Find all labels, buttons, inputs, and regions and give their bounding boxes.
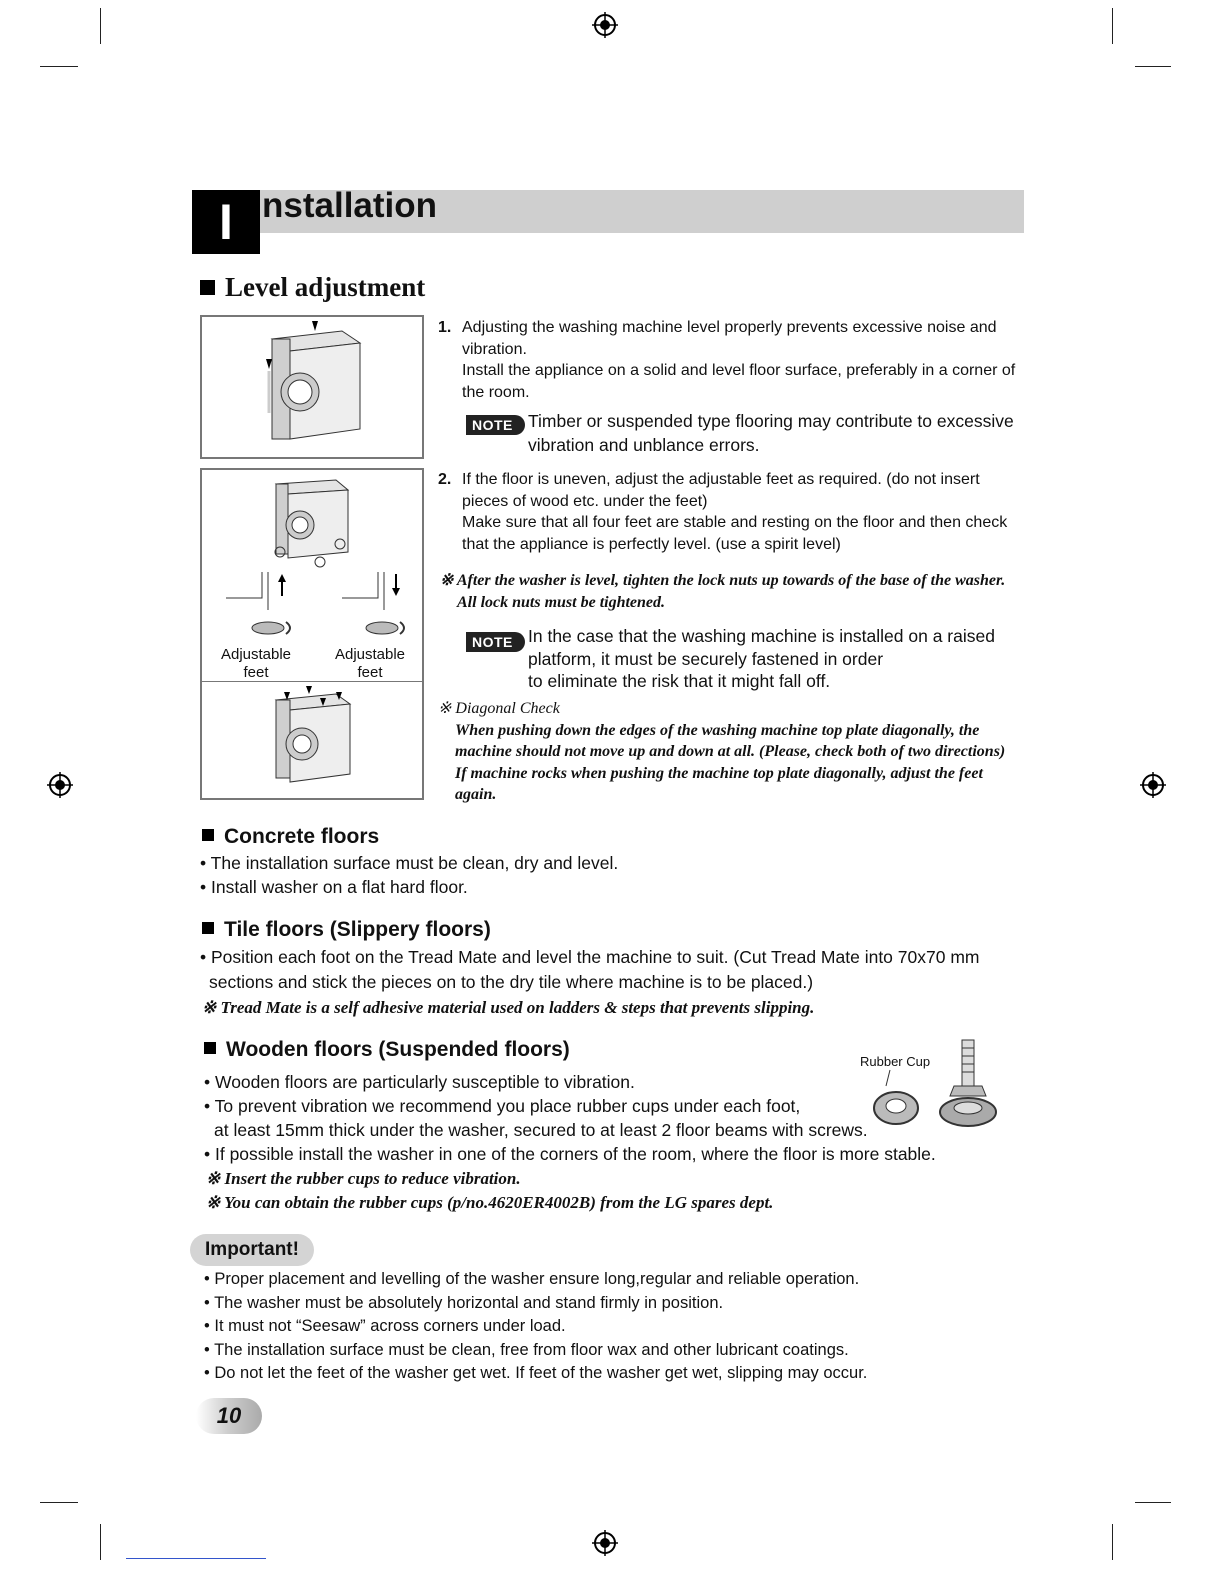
wooden-floors-text xyxy=(204,1070,1024,1166)
list-item: • Install washer on a flat hard floor. xyxy=(200,877,468,897)
crop-mark xyxy=(100,8,101,44)
note-text xyxy=(528,625,1028,693)
registration-mark-icon xyxy=(1140,772,1166,798)
registration-mark-icon xyxy=(47,772,73,798)
figure-caption xyxy=(216,646,296,682)
list-item: • The washer must be absolutely horizontal and stand firmly in position. xyxy=(204,1293,724,1312)
figure-caption xyxy=(330,646,410,682)
section-title xyxy=(200,272,425,303)
bullet-square-icon xyxy=(202,829,214,841)
page-number: 10 xyxy=(196,1398,262,1434)
bullet-square-icon xyxy=(200,280,215,295)
section-title-text: Level adjustment xyxy=(225,272,426,302)
registration-mark-icon xyxy=(592,1530,618,1556)
heading-text: Concrete floors xyxy=(224,825,380,848)
rubber-cup-label: Rubber Cup xyxy=(860,1054,931,1069)
heading-text: Wooden floors (Suspended floors) xyxy=(226,1038,570,1061)
list-item: at least 15mm thick under the washer, secured to at least 2 floor beams with screws. xyxy=(214,1120,868,1140)
step-text: that the appliance is perfectly level. (use a spirit level) xyxy=(462,535,841,553)
concrete-floors-list xyxy=(200,851,1020,899)
step-text: the room. xyxy=(462,383,530,401)
diagonal-check-illustration xyxy=(202,682,422,796)
note-line: All lock nuts must be tightened. xyxy=(457,593,666,611)
note-badge-label: NOTE xyxy=(466,415,525,435)
locknut-note xyxy=(440,570,1030,613)
heading-text: Tile floors (Slippery floors) xyxy=(224,918,491,941)
note-line: When pushing down the edges of the washing machine top plate diagonally, the xyxy=(455,721,980,739)
step-1 xyxy=(438,317,1028,403)
list-item: sections and stick the pieces on to the dry tile where machine is to be placed.) xyxy=(209,972,814,992)
note-line: If machine rocks when pushing the machine top plate diagonally, adjust the feet xyxy=(455,764,983,782)
note-line: Timber or suspended type flooring may contribute to excessive xyxy=(528,411,1014,431)
list-item: • To prevent vibration we recommend you place rubber cups under each foot, xyxy=(204,1096,801,1116)
crop-mark xyxy=(40,66,78,67)
bullet-square-icon xyxy=(202,922,214,934)
list-item: • Do not let the feet of the washer get wet. If feet of the washer get wet, slipping may occur. xyxy=(204,1364,868,1382)
step-2 xyxy=(438,469,1028,555)
note-line: ※ After the washer is level, tighten the lock nuts up towards of the base of the washer. xyxy=(440,572,1006,589)
registration-mark-icon xyxy=(592,12,618,38)
note-line: vibration and unblance errors. xyxy=(528,435,760,455)
diagonal-check-title: ※ Diagonal Check xyxy=(438,700,560,717)
note-badge-label: NOTE xyxy=(466,632,525,652)
note-line: to eliminate the risk that it might fall off. xyxy=(528,671,831,691)
tile-floors-text xyxy=(200,945,1020,995)
note-line: ※ Insert the rubber cups to reduce vibration. xyxy=(206,1169,521,1188)
concrete-floors-heading xyxy=(202,825,379,849)
note-line: ※ You can obtain the rubber cups (p/no.4620ER4002B) from the LG spares dept. xyxy=(206,1193,774,1212)
important-list xyxy=(204,1268,1024,1386)
caption-line: Adjustable xyxy=(334,646,406,663)
list-item: • Proper placement and levelling of the washer ensure long,regular and reliable operation. xyxy=(204,1270,860,1288)
wooden-floors-notes xyxy=(206,1167,1026,1215)
step-text: Adjusting the washing machine level properly prevents excessive noise and xyxy=(462,319,997,336)
list-item: • If possible install the washer in one of the corners of the room, where the floor is more stable. xyxy=(204,1144,936,1164)
list-item: • The installation surface must be clean, free from floor wax and other lubricant coatings. xyxy=(204,1340,849,1359)
step-text: vibration. xyxy=(462,340,527,358)
page-title: nstallation xyxy=(262,186,438,225)
figure-adjustable-feet xyxy=(200,468,424,800)
list-item: • It must not “Seesaw” across corners under load. xyxy=(204,1317,566,1335)
crop-mark xyxy=(1135,66,1171,67)
caption-line: Adjustable xyxy=(220,646,292,663)
washer-illustration xyxy=(202,317,422,457)
step-text: Install the appliance on a solid and level floor surface, preferably in a corner of xyxy=(462,362,1016,379)
note-line: platform, it must be securely fastened in order xyxy=(528,648,884,669)
crop-mark xyxy=(40,1502,78,1503)
caption-line: feet xyxy=(357,664,383,681)
step-number: 1. xyxy=(438,319,452,336)
crop-mark xyxy=(1135,1502,1171,1503)
note-badge xyxy=(466,632,525,652)
step-number: 2. xyxy=(438,471,452,488)
list-item: • Wooden floors are particularly susceptible to vibration. xyxy=(204,1072,635,1092)
bullet-square-icon xyxy=(204,1042,216,1054)
step-text: If the floor is uneven, adjust the adjustable feet as required. (do not insert xyxy=(462,471,980,488)
important-label: Important! xyxy=(190,1234,314,1266)
tile-floors-note: ※ Tread Mate is a self adhesive material used on ladders & steps that prevents slipping. xyxy=(202,998,815,1017)
note-badge xyxy=(466,415,525,435)
wooden-floors-heading xyxy=(204,1038,570,1062)
note-line: again. xyxy=(455,786,497,803)
tile-floors-heading xyxy=(202,918,491,942)
list-item: • The installation surface must be clean, dry and level. xyxy=(200,853,619,873)
header-initial: I xyxy=(192,190,260,254)
step-text: Make sure that all four feet are stable and resting on the floor and then check xyxy=(462,514,1008,531)
crop-mark xyxy=(126,1558,266,1559)
figure-washer-level xyxy=(200,315,424,459)
diagonal-check xyxy=(438,698,1028,806)
step-text: pieces of wood etc. under the feet) xyxy=(462,492,708,510)
crop-mark xyxy=(1112,1524,1113,1560)
note-line: In the case that the washing machine is installed on a raised xyxy=(528,626,995,646)
caption-line: feet xyxy=(243,664,269,681)
note-text xyxy=(528,409,1028,457)
crop-mark xyxy=(100,1524,101,1560)
crop-mark xyxy=(1112,8,1113,44)
list-item: • Position each foot on the Tread Mate and level the machine to suit. (Cut Tread Mate into 70x70 mm xyxy=(200,947,980,967)
note-line: machine should not move up and down at all. (Please, check both of two directions) xyxy=(455,743,1006,760)
